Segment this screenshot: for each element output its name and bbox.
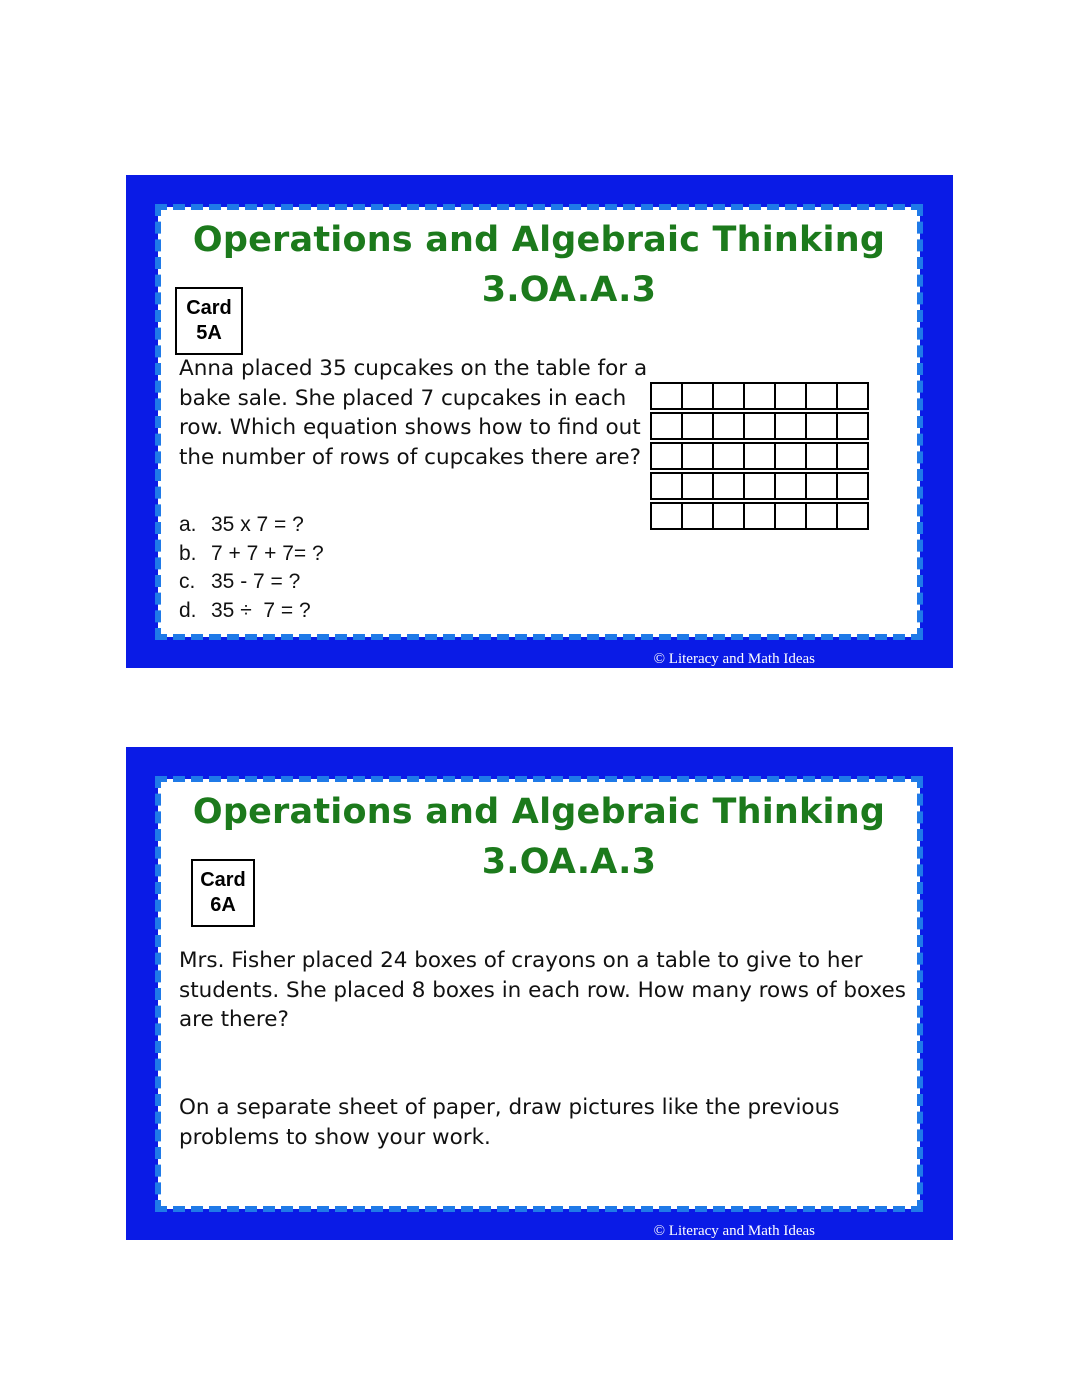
grid-cell [650, 472, 683, 500]
choice-c [179, 568, 324, 597]
grid-cell [681, 442, 714, 470]
choice-d [179, 597, 324, 626]
grid-row [650, 472, 869, 500]
answer-choices [179, 511, 324, 625]
grid-cell [712, 472, 745, 500]
grid-cell [836, 502, 869, 530]
grid-cell [650, 382, 683, 410]
grid-row [650, 442, 869, 470]
choice-letter: a. [179, 513, 197, 536]
standard-code: 3.OA.A.3 [481, 842, 657, 882]
grid-cell [681, 502, 714, 530]
grid-cell [774, 472, 807, 500]
card-number-badge [175, 287, 243, 355]
choice-text: 7 + 7 + 7= ? [211, 541, 324, 565]
grid-cell [743, 472, 776, 500]
grid-cell [805, 412, 838, 440]
grid-cell [681, 472, 714, 500]
grid-cell [836, 382, 869, 410]
grid-cell [774, 382, 807, 410]
choice-letter: d. [179, 598, 197, 622]
grid-cell [650, 442, 683, 470]
grid-cell [743, 382, 776, 410]
grid-cell [774, 412, 807, 440]
copyright-text: © Literacy and Math Ideas [653, 1223, 815, 1239]
card-content [158, 779, 920, 1209]
grid-cell [836, 442, 869, 470]
direction-text: On a separate sheet of paper, draw pictures like the previous problems to show your work. [179, 1095, 840, 1150]
grid-cell [774, 442, 807, 470]
grid-cell [836, 472, 869, 500]
grid-cell [681, 412, 714, 440]
grid-cell [805, 442, 838, 470]
badge-label: Card [200, 869, 246, 891]
badge-label: Card [186, 297, 232, 319]
card-number-badge [191, 859, 255, 927]
grid-cell [650, 502, 683, 530]
question-text: Mrs. Fisher placed 24 boxes of crayons on a table to give to her students. She placed 8 boxes in each row. How many rows of boxes are there? [179, 948, 906, 1032]
question-text: Anna placed 35 cupcakes on the table for a bake sale. She placed 7 cupcakes in each row. Which equation shows how to find out the number of rows of cupcakes there are? [179, 356, 648, 470]
grid-cell [650, 412, 683, 440]
card-title [158, 215, 920, 315]
grid-cell [712, 412, 745, 440]
grid-row [650, 502, 869, 530]
array-grid-illustration [650, 382, 869, 532]
choice-b [179, 540, 324, 569]
standard-code: 3.OA.A.3 [481, 270, 657, 310]
title-text: Operations and Algebraic Thinking [192, 220, 886, 260]
grid-row [650, 382, 869, 410]
choice-text: 35 x 7 = ? [211, 513, 304, 536]
choice-letter: b. [179, 541, 197, 565]
card-title [158, 787, 920, 887]
grid-cell [712, 382, 745, 410]
grid-cell [774, 502, 807, 530]
grid-cell [712, 442, 745, 470]
choice-a [179, 511, 324, 540]
grid-cell [805, 382, 838, 410]
title-text: Operations and Algebraic Thinking [192, 792, 886, 832]
card-content [158, 207, 920, 637]
task-card-6a [126, 747, 953, 1240]
grid-row [650, 412, 869, 440]
badge-id: 5A [196, 322, 222, 344]
choice-text: 35 ÷ 7 = ? [211, 598, 311, 622]
choice-text: 35 - 7 = ? [211, 570, 301, 593]
grid-cell [681, 382, 714, 410]
choice-letter: c. [179, 570, 196, 593]
copyright-text: © Literacy and Math Ideas [653, 651, 815, 667]
grid-cell [805, 472, 838, 500]
grid-cell [712, 502, 745, 530]
grid-cell [805, 502, 838, 530]
grid-cell [836, 412, 869, 440]
grid-cell [743, 412, 776, 440]
grid-cell [743, 502, 776, 530]
grid-cell [743, 442, 776, 470]
task-card-5a [126, 175, 953, 668]
badge-id: 6A [210, 894, 236, 916]
